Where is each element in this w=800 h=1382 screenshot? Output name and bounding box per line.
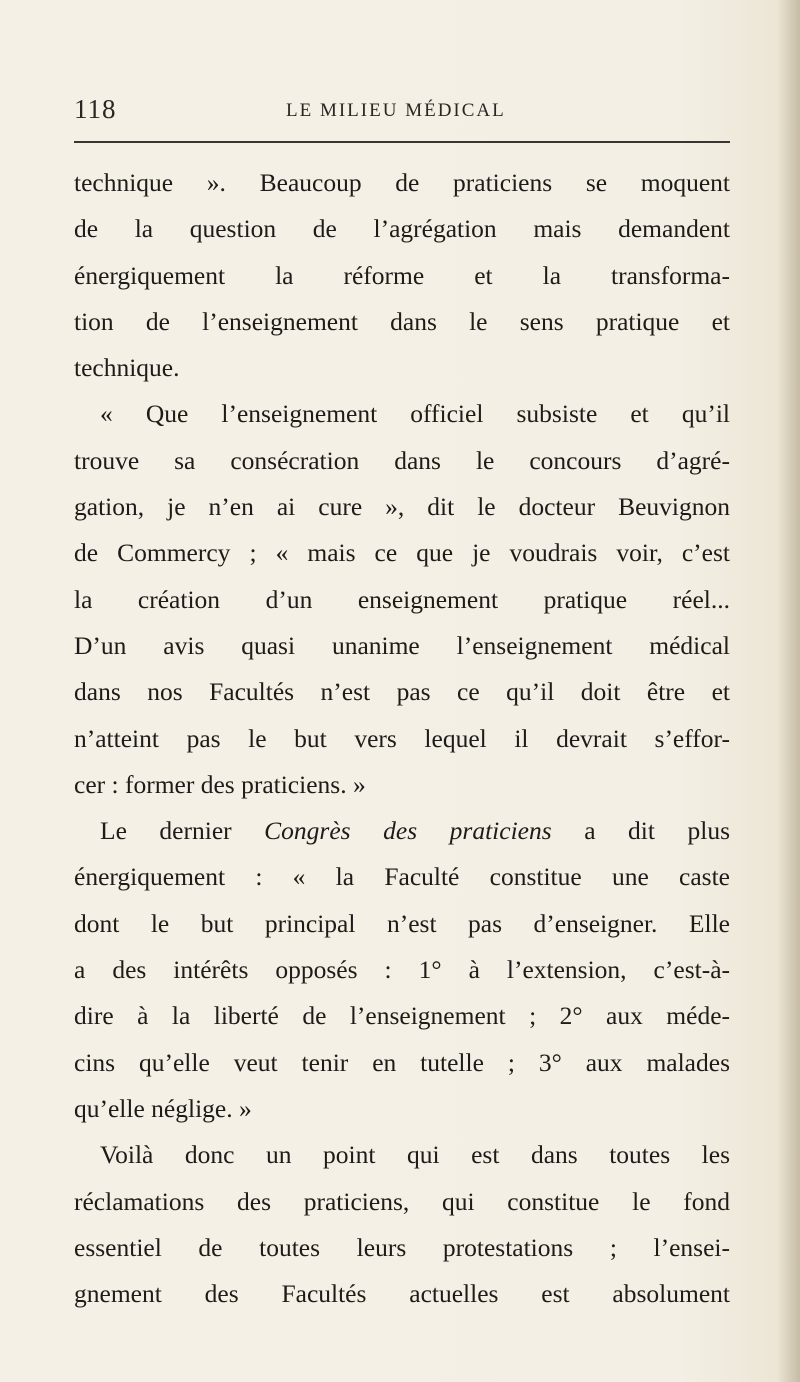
paragraph-end-line: technique. [74, 353, 180, 383]
text-line: gation, je n’en ai cure », dit le docteur Beuvignon [74, 492, 730, 522]
text-segment: Le dernier [100, 816, 265, 846]
text-line: dans nos Facultés n’est pas ce qu’il doit être et [74, 677, 730, 707]
italic-title: Congrès des praticiens [264, 816, 552, 846]
running-title: LE MILIEU MÉDICAL [286, 100, 506, 121]
text-line: cins qu’elle veut tenir en tutelle ; 3° aux malades [74, 1047, 730, 1077]
header-rule [74, 141, 730, 143]
text-line: réclamations des praticiens, qui constitue le fond [74, 1186, 730, 1216]
text-line: essentiel de toutes leurs protestations ; l’ensei- [74, 1232, 730, 1262]
page-edge-shadow [778, 0, 800, 1382]
text-line: énergiquement : « la Faculté constitue une caste [74, 862, 730, 892]
paragraph-end-line: cer : former des praticiens. » [74, 769, 366, 799]
text-line: trouve sa consécration dans le concours d’agré- [74, 445, 730, 475]
text-line: Voilà donc un point qui est dans toutes les [100, 1140, 730, 1170]
text-line: énergiquement la réforme et la transforma- [74, 260, 730, 290]
paragraph-end-line: qu’elle néglige. » [74, 1093, 252, 1123]
text-segment: a dit plus [551, 816, 730, 846]
page-header [74, 94, 730, 134]
text-line: la création d’un enseignement pratique réel... [74, 584, 730, 614]
text-line: dont le but principal n’est pas d’enseigner. Elle [74, 908, 730, 938]
text-line: a des intérêts opposés : 1° à l’extension, c’est-à- [74, 955, 730, 985]
text-line: de Commercy ; « mais ce que je voudrais voir, c’est [74, 538, 730, 568]
text-line: gnement des Facultés actuelles est absolument [74, 1279, 730, 1309]
text-line: « Que l’enseignement officiel subsiste et qu’il [100, 399, 730, 429]
page-number: 118 [74, 94, 117, 124]
text-line: D’un avis quasi unanime l’enseignement médical [74, 630, 730, 660]
text-line: dire à la liberté de l’enseignement ; 2° aux méde- [74, 1001, 730, 1031]
text-line [74, 808, 730, 854]
body-text [74, 160, 730, 1317]
text-line: tion de l’enseignement dans le sens pratique et [74, 306, 730, 336]
text-line: de la question de l’agrégation mais demandent [74, 214, 730, 244]
text-line: technique ». Beaucoup de praticiens se moquent [74, 168, 730, 197]
text-line: n’atteint pas le but vers lequel il devrait s’effor- [74, 723, 730, 753]
